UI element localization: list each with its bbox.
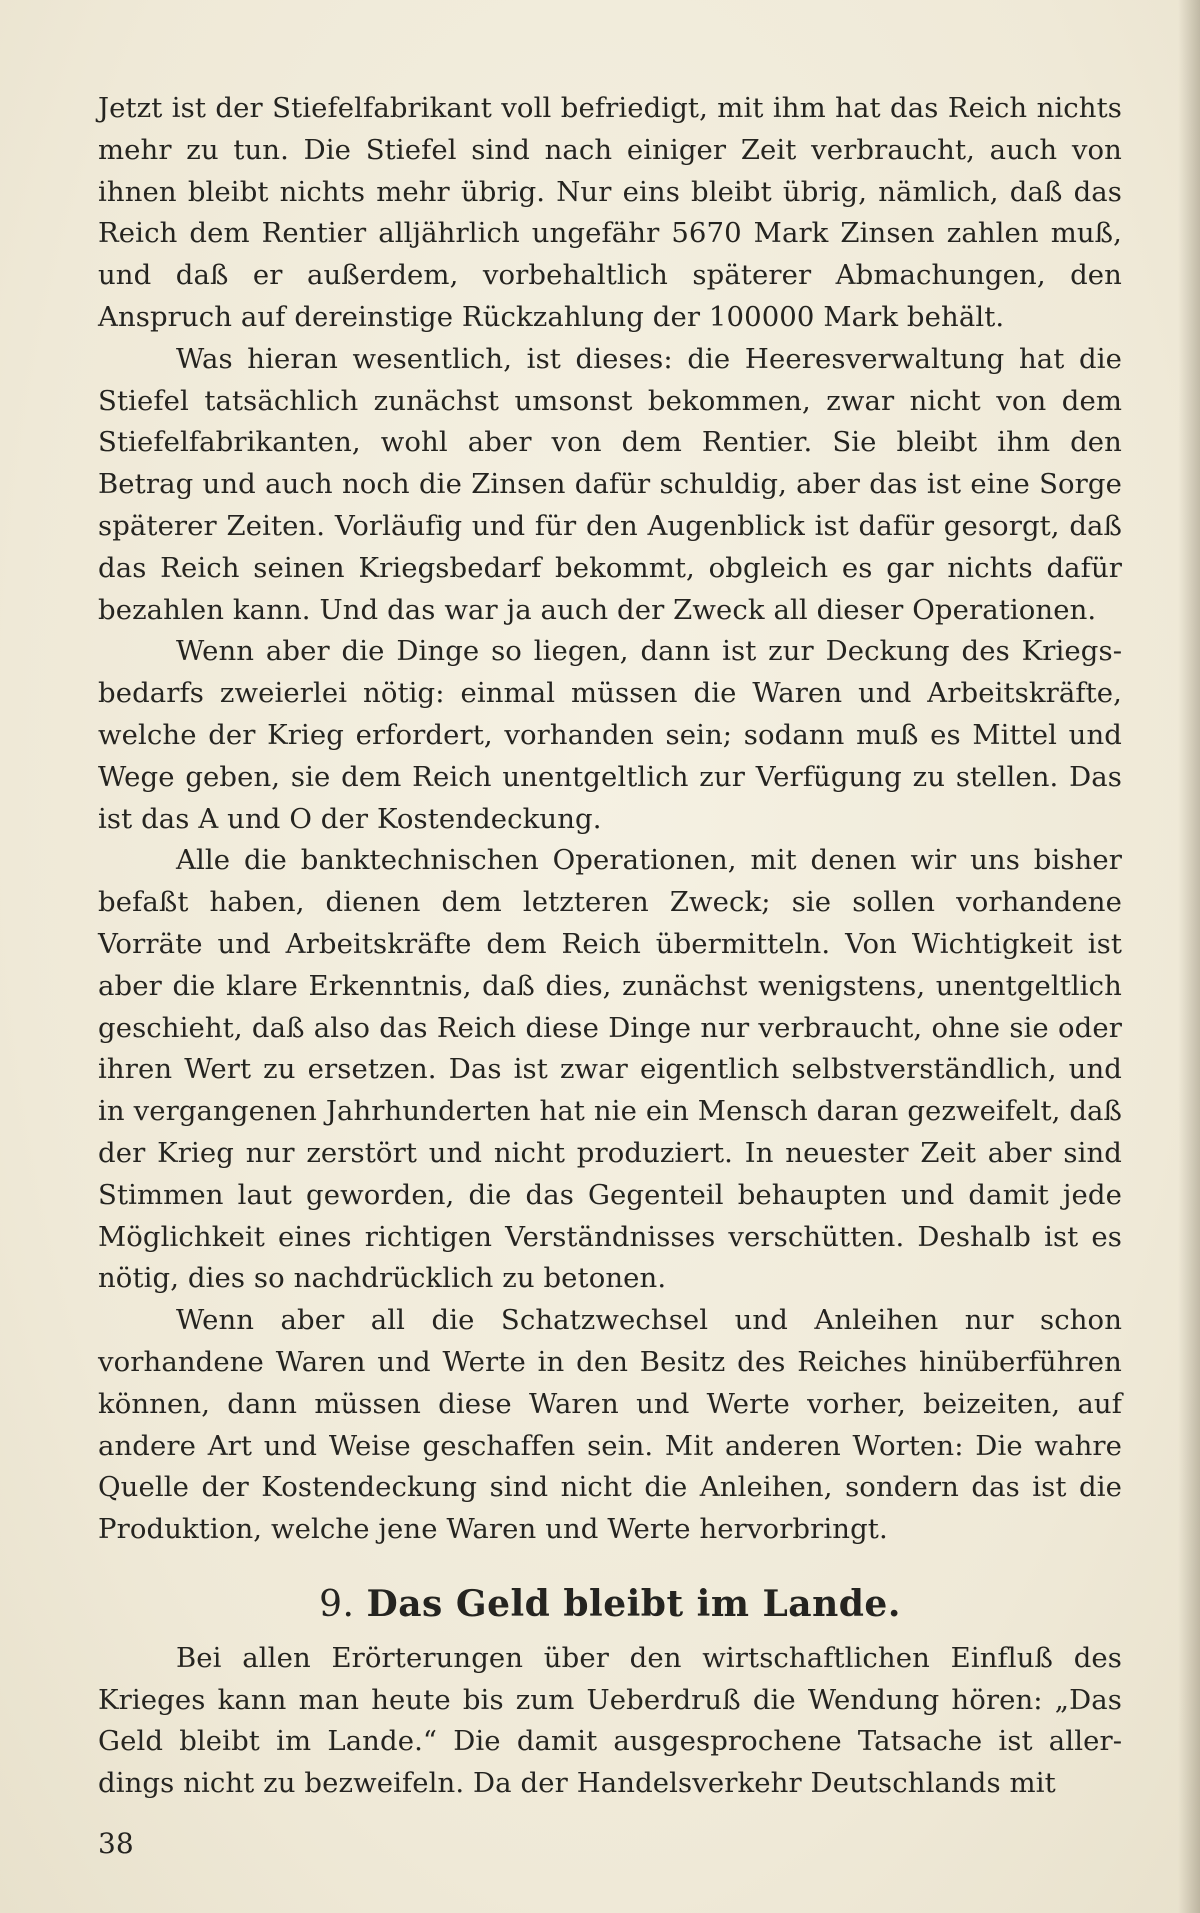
section-number: 9. [319, 1583, 355, 1625]
page-number: 38 [98, 1827, 134, 1860]
section-heading [98, 1577, 1122, 1632]
section-title: Das Geld bleibt im Lande. [366, 1582, 901, 1625]
paragraph-4: Alle die banktechnischen Operationen, mit denen wir uns bisher befaßt haben, dienen dem letzteren Zweck; sie sollen vorhandene Vorräte und Arbeitskräfte dem Reich übermitteln. Von Wichtigkeit ist aber die klare Erkenntnis, daß dies, zunächst wenigstens, unentgeltlich geschieht, daß also das Reich diese Dinge nur verbraucht, ohne sie oder ihren Wert zu ersetzen. Das ist zwar eigentlich selbstverständlich, und in vergangenen Jahrhunderten hat nie ein Mensch daran gezweifelt, daß der Krieg nur zerstört und nicht produziert. In neuester Zeit aber sind Stimmen laut geworden, die das Gegenteil behaupten und damit jede Möglichkeit eines richtigen Verständnisses verschütten. Deshalb ist es nötig, dies so nachdrücklich zu betonen. [98, 844, 1122, 1295]
paragraph-1: Jetzt ist der Stiefelfabrikant voll befriedigt, mit ihm hat das Reich nichts mehr zu tun. Die Stiefel sind nach einiger Zeit verbraucht, auch von ihnen bleibt nichts mehr übrig. Nur eins bleibt übrig, nämlich, daß das Reich dem Rentier alljährlich ungefähr 5670 Mark Zinsen zahlen muß, und daß er außerdem, vorbehaltlich späterer Abmachungen, den Anspruch auf dereinstige Rückzahlung der 100000 Mark behält. [98, 92, 1122, 333]
paragraph-5: Wenn aber all die Schatzwechsel und Anleihen nur schon vorhandene Waren und Werte in den Besitz des Reiches hinüberführen können, dann müssen diese Waren und Werte vorher, beizeiten, auf andere Art und Weise geschaffen sein. Mit anderen Worten: Die wahre Quelle der Kostendeckung sind nicht die Anleihen, sondern das ist die Produktion, welche jene Waren und Werte hervorbringt. [98, 1304, 1122, 1546]
paragraph-2: Was hieran wesentlich, ist dieses: die Heeresverwaltung hat die Stiefel tatsächlich zunächst umsonst bekommen, zwar nicht von dem Stiefelfabrikanten, wohl aber von dem Rentier. Sie bleibt ihm den Betrag und auch noch die Zinsen dafür schuldig, aber das ist eine Sorge späterer Zeiten. Vorläufig und für den Augenblick ist dafür gesorgt, daß das Reich seinen Kriegsbedarf bekommt, obgleich es gar nichts dafür bezahlen kann. Und das war ja auch der Zweck all dieser Operationen. [98, 342, 1122, 626]
text-block [98, 88, 1122, 1805]
section-paragraph-1: Bei allen Erörterungen über den wirtschaftlichen Einfluß des Krieges kann man heute bis zum Ueberdruß die Wendung hören: „Das Geld bleibt im Lande.“ Die damit ausgesprochene Tatsache ist allerdings nicht zu bezweifeln. Da der Handelsverkehr Deutschlands mit [98, 1641, 1122, 1800]
paragraph-3: Wenn aber die Dinge so liegen, dann ist zur Deckung des Kriegsbedarfs zweierlei nötig: einmal müssen die Waren und Arbeitskräfte, welche der Krieg erfordert, vorhanden sein; sodann muß es Mittel und Wege geben, sie dem Reich unentgeltlich zur Verfügung zu stellen. Das ist das A und O der Kostendeckung. [98, 635, 1122, 835]
page-edge-shadow [1178, 0, 1200, 1913]
